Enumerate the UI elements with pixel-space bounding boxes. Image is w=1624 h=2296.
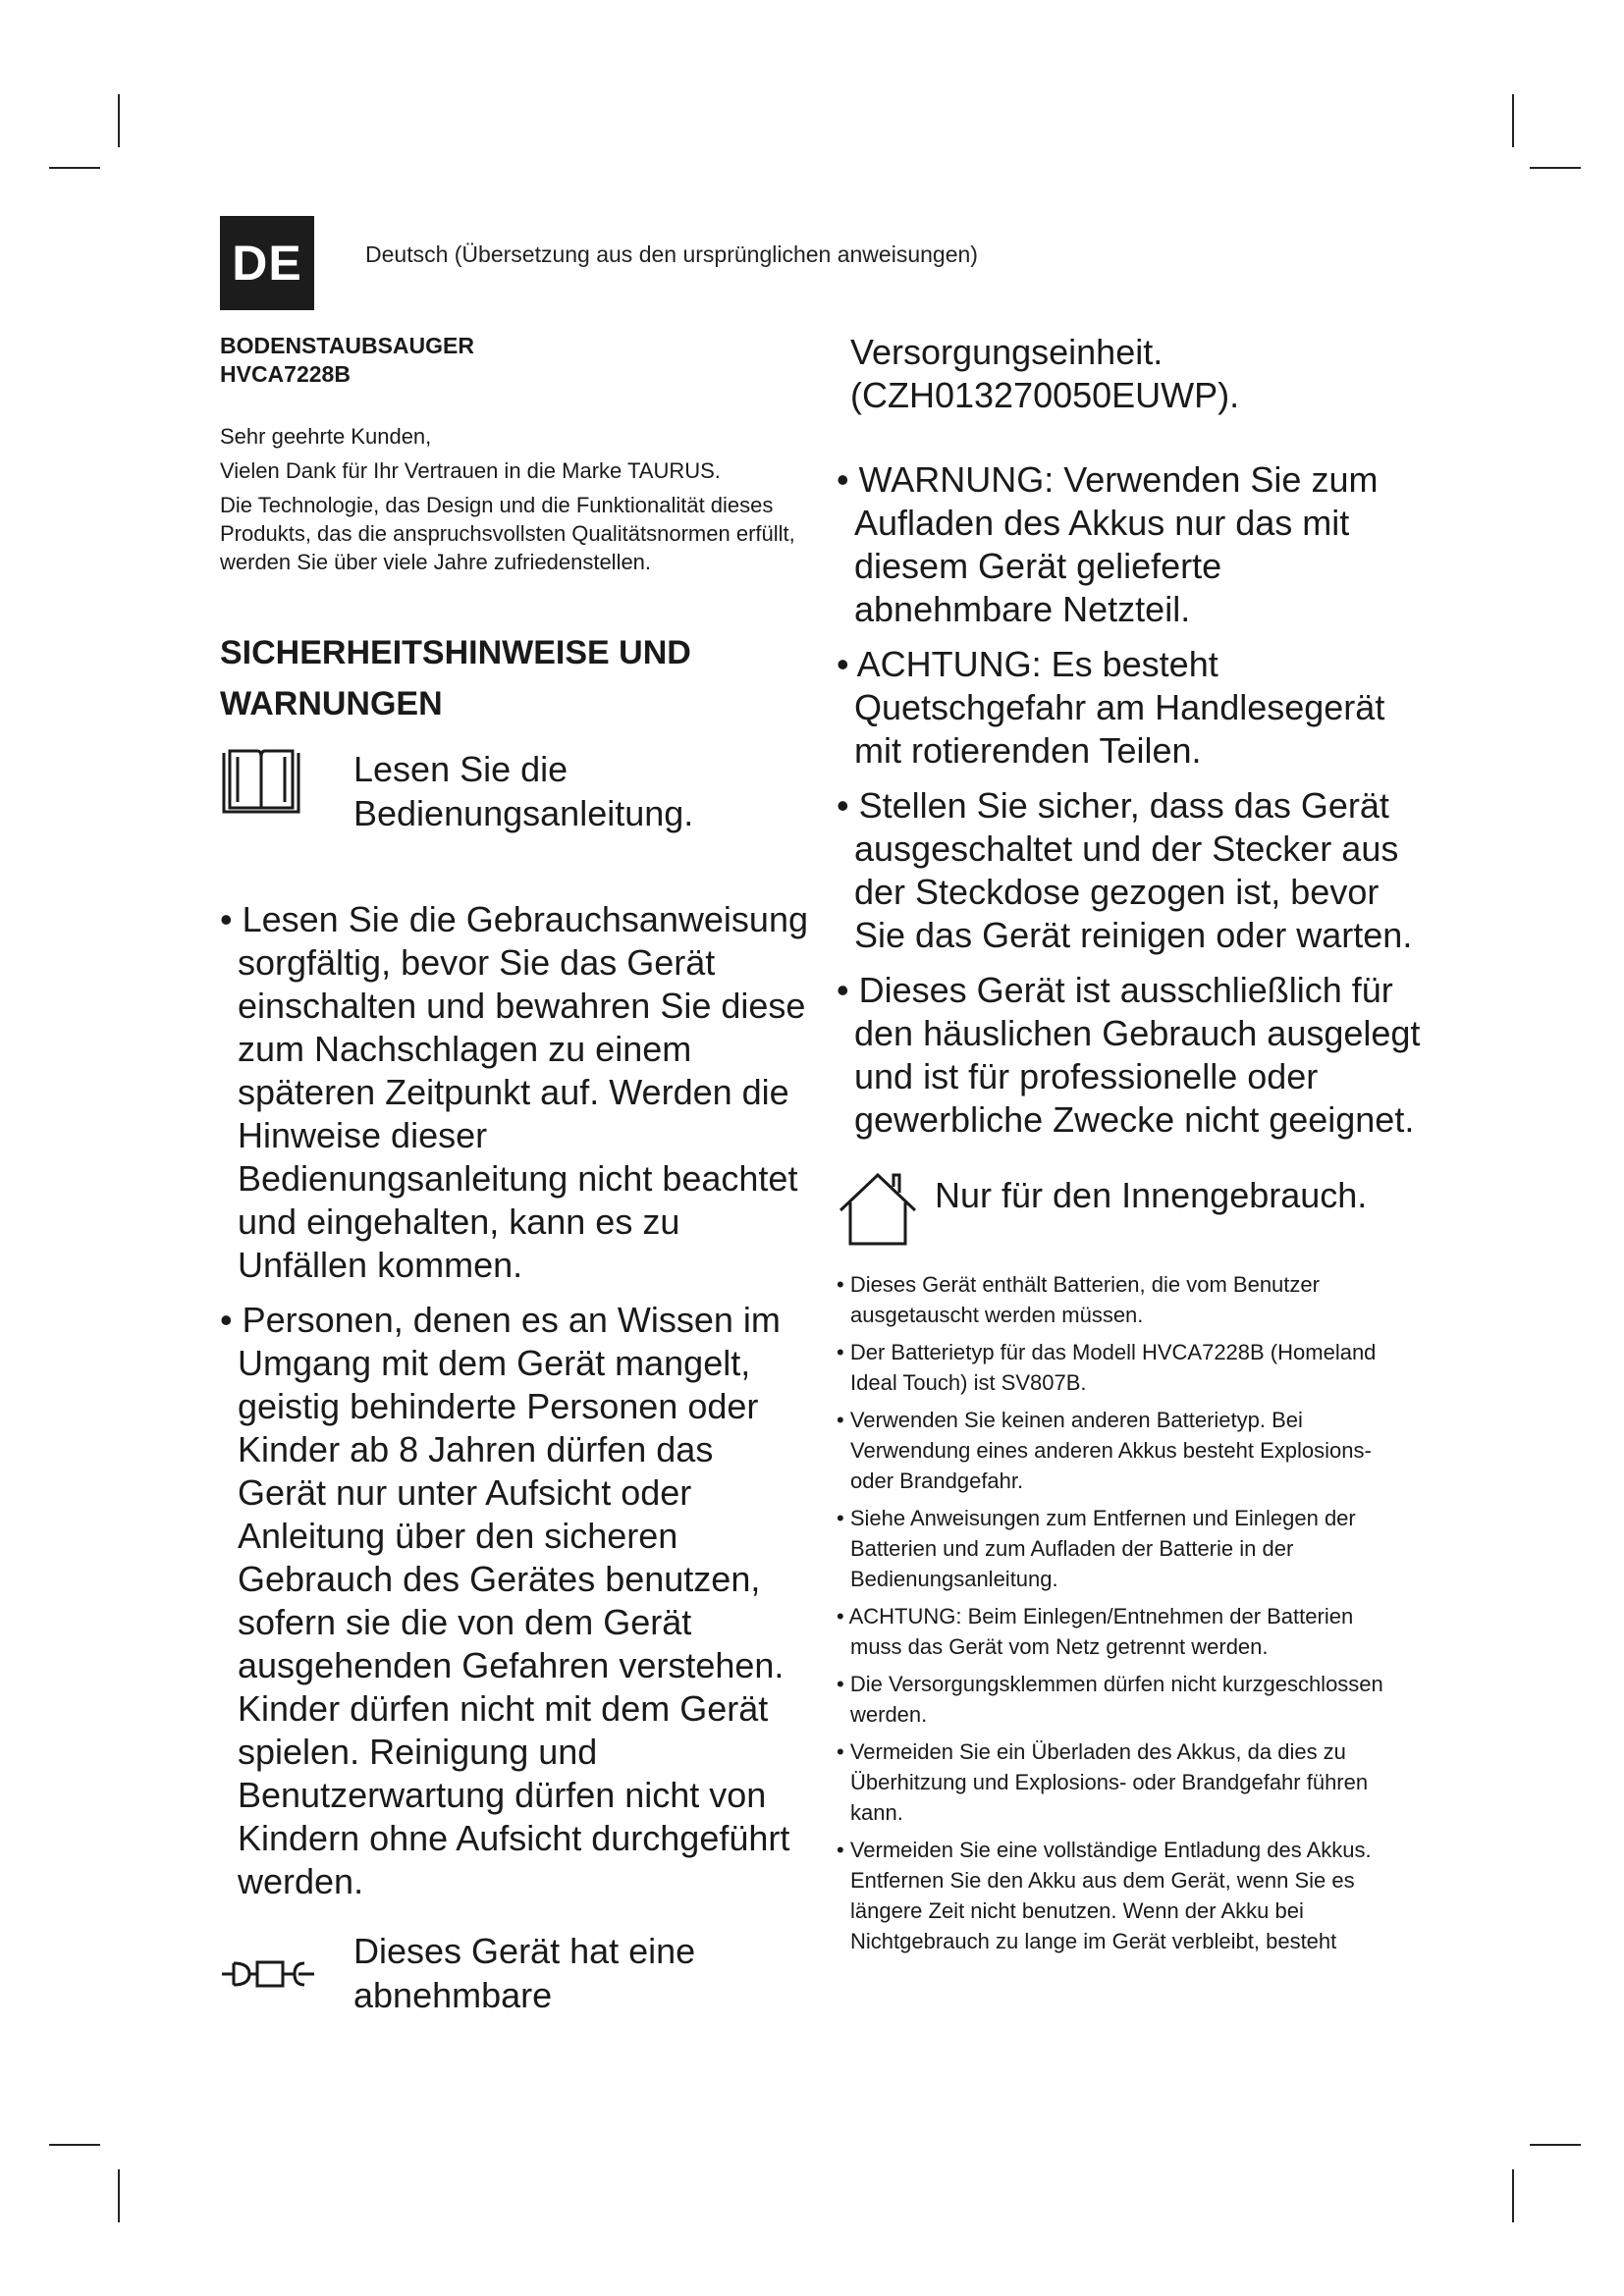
list-item: • Dieses Gerät enthält Batterien, die vom Benutzer ausgetauscht werden müssen. (837, 1269, 1386, 1330)
power-supply-icon (220, 1954, 318, 1994)
read-manual-row (220, 747, 809, 835)
house-icon (837, 1171, 919, 1248)
language-badge: DE (220, 216, 314, 310)
power-unit-text: Dieses Gerät hat eine abnehmbare (353, 1931, 696, 2015)
list-item: • Siehe Anweisungen zum Entfernen und Einlegen der Batterien und zum Aufladen der Batterie in der Bedienungsanleitung. (837, 1503, 1386, 1594)
crop-mark (118, 2169, 120, 2222)
language-subtitle: Deutsch (Übersetzung aus den ursprünglichen anweisungen) (365, 241, 978, 267)
crop-mark (49, 167, 100, 169)
greeting: Sehr geehrte Kunden, (220, 424, 432, 449)
battery-list (837, 1269, 1386, 1956)
crop-mark (118, 94, 120, 147)
product-name: BODENSTAUBSAUGER (220, 333, 474, 358)
product-model: HVCA7228B (220, 361, 351, 387)
list-item: • Vermeiden Sie ein Überladen des Akkus, da dies zu Überhitzung und Explosions- oder Brandgefahr führen kann. (837, 1736, 1386, 1828)
crop-mark (1512, 94, 1514, 147)
list-item: • ACHTUNG: Beim Einlegen/Entnehmen der Batterien muss das Gerät vom Netz getrennt werden. (837, 1601, 1386, 1662)
indoor-row (837, 1171, 1426, 1248)
crop-mark (1512, 2169, 1514, 2222)
section-title: SICHERHEITSHINWEISE UND WARNUNGEN (220, 634, 691, 722)
left-column (220, 332, 809, 2017)
right-warning-list (837, 458, 1426, 1142)
list-item: • Die Versorgungsklemmen dürfen nicht kurzgeschlossen werden. (837, 1669, 1386, 1730)
description-text: Die Technologie, das Design und die Funktionalität dieses Produkts, das die anspruchsvollsten Qualitätsnormen erfüllt, werden Sie über viele Jahre zufriedenstellen. (220, 493, 795, 574)
list-item: • ACHTUNG: Es besteht Quetschgefahr am Handlesegerät mit rotierenden Teilen. (837, 643, 1426, 773)
list-item: • WARNUNG: Verwenden Sie zum Aufladen des Akkus nur das mit diesem Gerät gelieferte abnehmbare Netzteil. (837, 458, 1426, 631)
read-manual-text: Lesen Sie die Bedienungsanleitung. (353, 749, 694, 833)
right-column (837, 332, 1426, 1963)
book-icon (220, 747, 302, 820)
list-item: • Vermeiden Sie eine vollständige Entladung des Akkus. Entfernen Sie den Akku aus dem Gerät, wenn Sie es längere Zeit nicht benutzen. Wenn der Akku bei Nichtgebrauch zu lange im Gerät verbleibt, besteht (837, 1835, 1386, 1956)
left-warning-list (220, 898, 809, 1903)
power-unit-row (220, 1929, 809, 2017)
indoor-text: Nur für den Innengebrauch. (935, 1175, 1368, 1215)
power-unit-continuation: Versorgungseinheit. (CZH013270050EUWP). (850, 332, 1240, 415)
list-item: • Der Batterietyp für das Modell HVCA7228B (Homeland Ideal Touch) ist SV807B. (837, 1337, 1386, 1398)
list-item: • Stellen Sie sicher, dass das Gerät ausgeschaltet und der Stecker aus der Steckdose gezogen ist, bevor Sie das Gerät reinigen oder warten. (837, 784, 1426, 957)
crop-mark (49, 2144, 100, 2146)
crop-mark (1530, 167, 1581, 169)
crop-mark (1530, 2144, 1581, 2146)
list-item: • Verwenden Sie keinen anderen Batterietyp. Bei Verwendung eines anderen Akkus besteht Explosions- oder Brandgefahr. (837, 1405, 1386, 1496)
list-item: • Dieses Gerät ist ausschließlich für den häuslichen Gebrauch ausgelegt und ist für professionelle oder gewerbliche Zwecke nicht geeignet. (837, 969, 1426, 1142)
list-item: • Personen, denen es an Wissen im Umgang mit dem Gerät mangelt, geistig behinderte Personen oder Kinder ab 8 Jahren dürfen das Gerät nur unter Aufsicht oder Anleitung über den sicheren Gebrauch des Gerätes benutzen, sofern sie die von dem Gerät ausgehenden Gefahren verstehen. Kinder dürfen nicht mit dem Gerät spielen. Reinigung und Benutzerwartung dürfen nicht von Kindern ohne Aufsicht durchgeführt werden. (220, 1299, 809, 1903)
thanks-text: Vielen Dank für Ihr Vertrauen in die Marke TAURUS. (220, 458, 721, 483)
list-item: • Lesen Sie die Gebrauchsanweisung sorgfältig, bevor Sie das Gerät einschalten und bewahren Sie diese zum Nachschlagen zu einem späteren Zeitpunkt auf. Werden die Hinweise dieser Bedienungsanleitung nicht beachtet und eingehalten, kann es zu Unfällen kommen. (220, 898, 809, 1287)
